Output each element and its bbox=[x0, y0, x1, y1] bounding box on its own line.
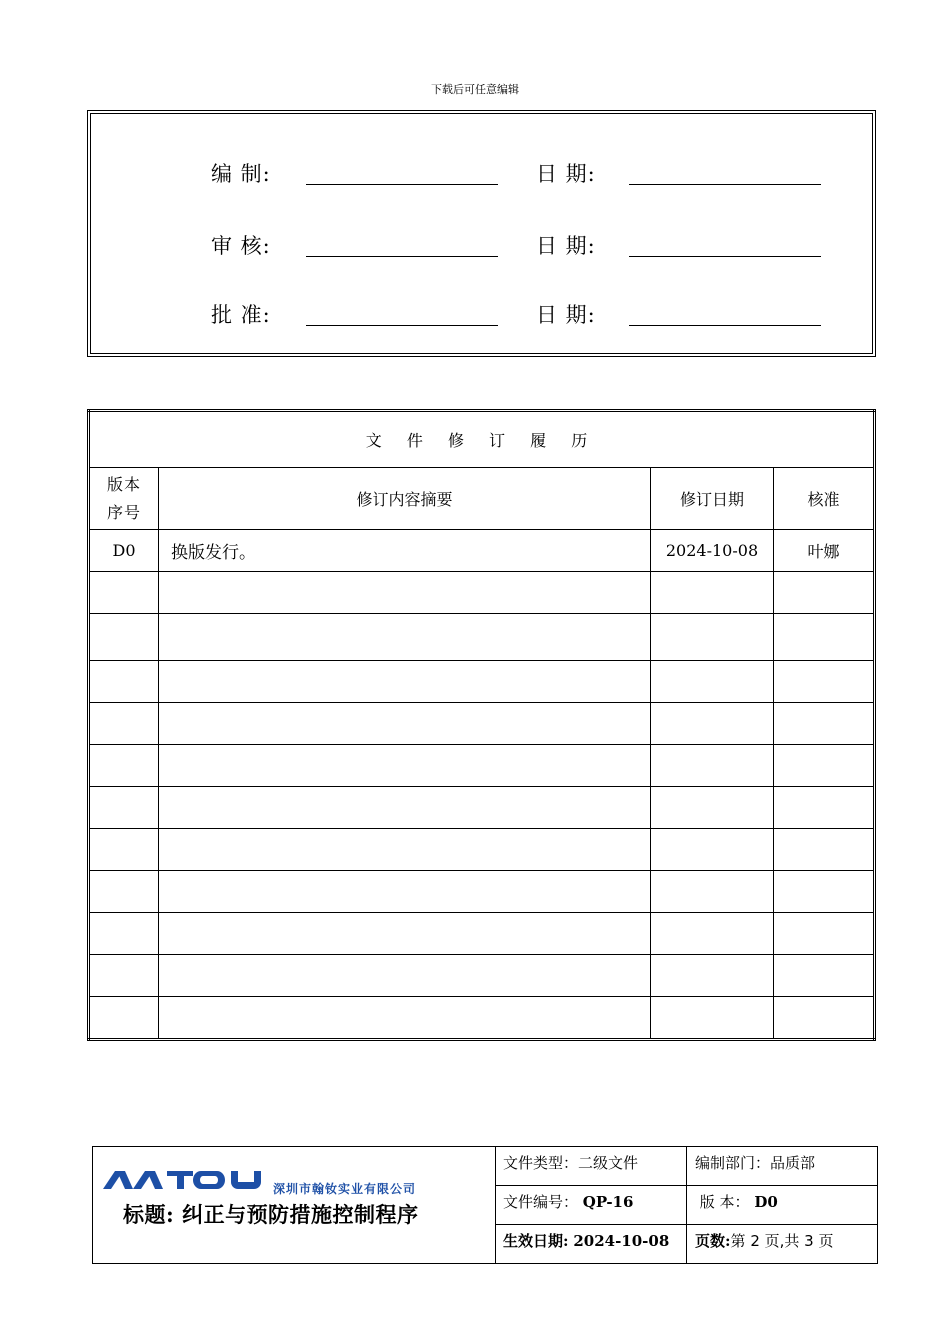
approve-date-label: 日 期: bbox=[536, 303, 596, 327]
antou-logo-icon bbox=[103, 1169, 269, 1191]
empty-cell[interactable] bbox=[159, 703, 651, 745]
review-date-field[interactable] bbox=[629, 230, 821, 258]
empty-cell[interactable] bbox=[774, 703, 875, 745]
empty-cell[interactable] bbox=[774, 871, 875, 913]
empty-cell[interactable] bbox=[774, 661, 875, 703]
table-row-empty bbox=[89, 703, 875, 745]
prepare-signature-field[interactable] bbox=[306, 158, 498, 186]
header-version-line1: 版本 bbox=[106, 474, 141, 494]
footer-title-block bbox=[93, 1147, 496, 1263]
document-footer bbox=[92, 1146, 878, 1264]
empty-cell[interactable] bbox=[159, 871, 651, 913]
empty-cell[interactable] bbox=[651, 661, 774, 703]
table-row-empty bbox=[89, 787, 875, 829]
pages-value: 第 2 页,共 3 页 bbox=[730, 1232, 834, 1250]
header-date: 修订日期 bbox=[651, 468, 774, 530]
empty-cell[interactable] bbox=[651, 997, 774, 1040]
company-name: 深圳市翰钕实业有限公司 bbox=[273, 1182, 417, 1196]
cell-summary: 换版发行。 bbox=[159, 530, 651, 572]
effective-date-cell bbox=[495, 1225, 687, 1264]
empty-cell[interactable] bbox=[159, 787, 651, 829]
revision-table-title: 文 件 修 订 履 历 bbox=[89, 411, 875, 468]
effective-value: 2024-10-08 bbox=[573, 1232, 670, 1250]
empty-cell[interactable] bbox=[159, 661, 651, 703]
doc-no-label: 文件编号： bbox=[503, 1193, 579, 1211]
pages-label: 页数: bbox=[695, 1232, 731, 1250]
signature-box bbox=[87, 110, 876, 357]
empty-cell[interactable] bbox=[89, 787, 159, 829]
empty-cell[interactable] bbox=[774, 745, 875, 787]
doc-type-cell bbox=[495, 1147, 687, 1186]
empty-cell[interactable] bbox=[774, 913, 875, 955]
version-label: 版 本： bbox=[699, 1193, 750, 1211]
revision-history-table bbox=[87, 409, 876, 1041]
empty-cell[interactable] bbox=[159, 829, 651, 871]
doc-no-value: QP-16 bbox=[582, 1193, 634, 1211]
empty-cell[interactable] bbox=[159, 955, 651, 997]
empty-cell[interactable] bbox=[774, 955, 875, 997]
empty-cell[interactable] bbox=[651, 955, 774, 997]
empty-cell[interactable] bbox=[774, 997, 875, 1040]
table-row-empty bbox=[89, 745, 875, 787]
empty-cell[interactable] bbox=[651, 787, 774, 829]
empty-cell[interactable] bbox=[89, 829, 159, 871]
document-title: 标题: 纠正与预防措施控制程序 bbox=[123, 1202, 419, 1227]
empty-cell[interactable] bbox=[651, 829, 774, 871]
version-cell bbox=[687, 1186, 877, 1225]
empty-cell[interactable] bbox=[651, 572, 774, 614]
signature-row-prepare bbox=[88, 158, 875, 188]
empty-cell[interactable] bbox=[89, 572, 159, 614]
approve-signature-field[interactable] bbox=[306, 299, 498, 327]
empty-cell[interactable] bbox=[89, 745, 159, 787]
empty-cell[interactable] bbox=[89, 614, 159, 661]
table-row-empty bbox=[89, 829, 875, 871]
table-row-empty bbox=[89, 871, 875, 913]
footer-info-grid bbox=[495, 1147, 877, 1263]
empty-cell[interactable] bbox=[651, 913, 774, 955]
signature-row-review bbox=[88, 230, 875, 260]
signature-row-approve bbox=[88, 299, 875, 329]
empty-cell[interactable] bbox=[89, 997, 159, 1040]
dept-label: 编制部门： bbox=[695, 1154, 771, 1172]
header-summary: 修订内容摘要 bbox=[159, 468, 651, 530]
prepare-label: 编 制: bbox=[211, 162, 271, 186]
review-label: 审 核: bbox=[211, 234, 271, 258]
table-row-empty bbox=[89, 913, 875, 955]
header-version-line2: 序号 bbox=[106, 502, 141, 522]
empty-cell[interactable] bbox=[651, 745, 774, 787]
empty-cell[interactable] bbox=[89, 955, 159, 997]
table-row-empty bbox=[89, 661, 875, 703]
pages-cell bbox=[687, 1225, 877, 1264]
version-value: D0 bbox=[754, 1193, 778, 1211]
effective-label: 生效日期: bbox=[503, 1232, 569, 1250]
empty-cell[interactable] bbox=[89, 913, 159, 955]
doc-type-label: 文件类型： bbox=[503, 1154, 579, 1172]
revision-header-row bbox=[89, 468, 875, 530]
empty-cell[interactable] bbox=[651, 871, 774, 913]
download-note: 下载后可任意编辑 bbox=[431, 83, 519, 96]
empty-cell[interactable] bbox=[774, 829, 875, 871]
doc-type-value: 二级文件 bbox=[578, 1154, 639, 1172]
approve-date-field[interactable] bbox=[629, 299, 821, 327]
cell-date: 2024-10-08 bbox=[651, 530, 774, 572]
empty-cell[interactable] bbox=[159, 913, 651, 955]
empty-cell[interactable] bbox=[774, 614, 875, 661]
empty-cell[interactable] bbox=[89, 871, 159, 913]
review-signature-field[interactable] bbox=[306, 230, 498, 258]
empty-cell[interactable] bbox=[159, 745, 651, 787]
header-version bbox=[89, 468, 159, 530]
empty-cell[interactable] bbox=[651, 614, 774, 661]
table-row-empty bbox=[89, 997, 875, 1040]
table-row-empty bbox=[89, 614, 875, 661]
empty-cell[interactable] bbox=[774, 787, 875, 829]
table-row-empty bbox=[89, 955, 875, 997]
doc-no-cell bbox=[495, 1186, 687, 1225]
review-date-label: 日 期: bbox=[536, 234, 596, 258]
empty-cell[interactable] bbox=[89, 703, 159, 745]
table-row-empty bbox=[89, 572, 875, 614]
cell-approver: 叶娜 bbox=[774, 530, 875, 572]
empty-cell[interactable] bbox=[774, 572, 875, 614]
prepare-date-field[interactable] bbox=[629, 158, 821, 186]
empty-cell[interactable] bbox=[159, 997, 651, 1040]
header-approver: 核准 bbox=[774, 468, 875, 530]
cell-version: D0 bbox=[89, 530, 159, 572]
approve-label: 批 准: bbox=[211, 303, 271, 327]
empty-cell[interactable] bbox=[89, 661, 159, 703]
prepare-date-label: 日 期: bbox=[536, 162, 596, 186]
table-row bbox=[89, 530, 875, 572]
empty-cell[interactable] bbox=[651, 703, 774, 745]
dept-value: 品质部 bbox=[770, 1154, 816, 1172]
empty-cell[interactable] bbox=[159, 614, 651, 661]
dept-cell bbox=[687, 1147, 877, 1186]
empty-cell[interactable] bbox=[159, 572, 651, 614]
